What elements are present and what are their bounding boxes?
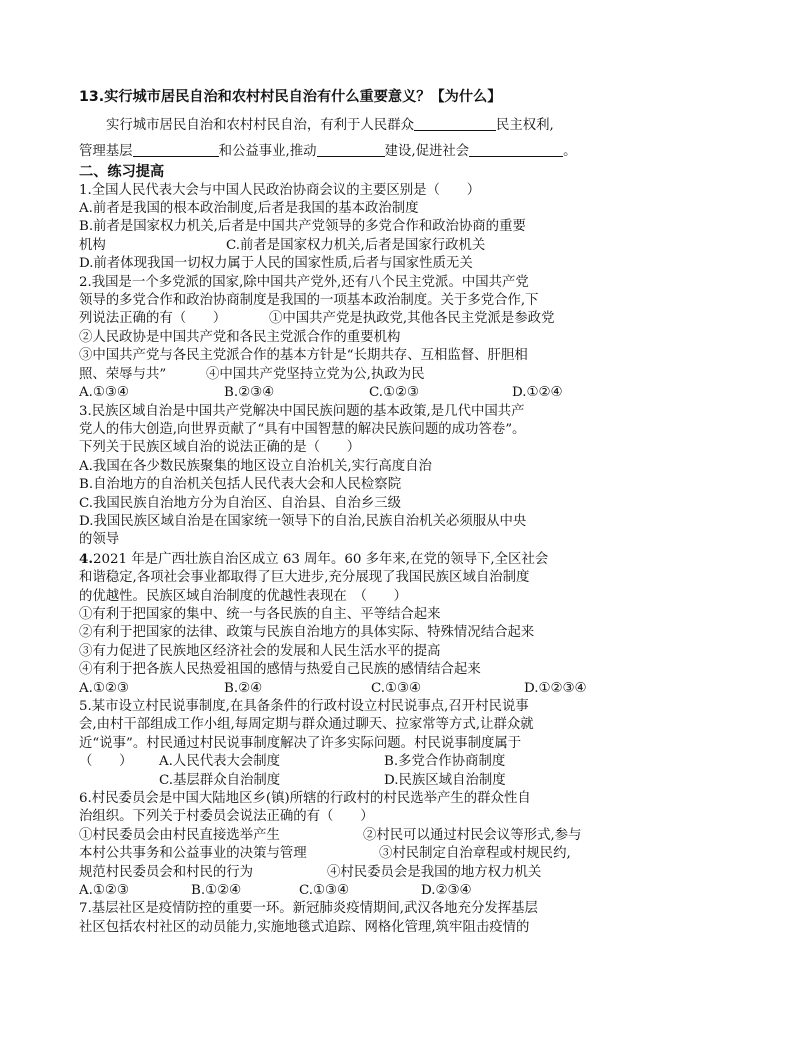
q2-options (79, 384, 719, 402)
answer-blank[interactable] (414, 116, 496, 131)
q4-stem-2: 和谐稳定,各项社会事业都取得了巨大进步,充分展现了我国民族区域自治制度 (79, 570, 530, 586)
q5-options-row-2 (79, 772, 719, 790)
q5-options-row-1: （ ） A.人民代表大会制度 B.多党合作协商制度 (79, 753, 719, 771)
answer-blank[interactable] (317, 142, 385, 157)
q2-statement-2: ②人民政协是中国共产党和各民主党派合作的重要机构 (79, 329, 401, 345)
q2-option-b[interactable]: B.②③④ (224, 385, 275, 401)
q5-option-a[interactable]: A.人民代表大会制度 (159, 754, 281, 770)
q2-statement-3: ③中国共产党与各民主党派合作的基本方针是“长期共存、互相监督、肝胆相 (79, 348, 528, 364)
q6-option-d[interactable]: D.②③④ (421, 883, 472, 899)
q7-stem-2: 社区包括农村社区的动员能力,实施地毯式追踪、网格化管理,筑牢阻击疫情的 (79, 919, 530, 935)
q2-stem-1: 2.我国是一个多党派的国家,除中国共产党外,还有八个民主党派。中国共产党 (79, 274, 529, 290)
q1-option-a: A.前者是我国的根本政治制度,后者是我国的基本政治制度 (79, 201, 419, 217)
q2-stem-3: 列说法正确的有（ ） ①中国共产党是执政党,其他各民主党派是参政党 (79, 310, 719, 328)
q2-stem-2: 领导的多党合作和政治协商制度是我国的一项基本政治制度。关于多党合作,下 (79, 293, 539, 309)
q3-stem-2: 党人的伟大创造,向世界贡献了“具有中国智慧的解决民族问题的成功答卷”。 (79, 421, 526, 437)
q3-option-a: A.我国在各少数民族聚集的地区设立自治机关,实行高度自治 (79, 458, 432, 474)
q1-stem: 1.全国人民代表大会与中国人民政治协商会议的主要区别是（ ） (79, 182, 481, 198)
q6-stem-2: 治组织。下列关于村委员会说法正确的有（ ） (79, 809, 374, 825)
q4-options (79, 680, 719, 698)
q6-option-c[interactable]: C.①③④ (299, 883, 350, 899)
q2-statement-3-cont: 照、荣辱与共” ④中国共产党坚持立党为公,执政为民 (79, 366, 719, 384)
q6-option-b[interactable]: B.①②④ (191, 883, 242, 899)
answer-blank[interactable] (469, 142, 563, 157)
q4-statement-4: ④有利于把各族人民热爱祖国的感情与热爱自己民族的感情结合起来 (79, 662, 481, 678)
q6-statements-2: 本村公共事务和公益事业的决策与管理 ③村民制定自治章程或村规民约, (79, 846, 571, 862)
q1-option-b: B.前者是国家权力机关,后者是中国共产党领导的多党合作和政治协商的重要 (79, 219, 526, 235)
q4-option-d[interactable]: D.①②③④ (524, 680, 587, 696)
q6-stem-1: 6.村民委员会是中国大陆地区乡(镇)所辖的行政村的村民选举产生的群众性自 (79, 791, 531, 807)
q2-statement-4: ④中国共产党坚持立党为公,执政为民 (206, 366, 425, 382)
q6-option-a[interactable]: A.①②③ (79, 883, 129, 899)
section-heading: 二、练习提高 (79, 164, 165, 181)
q2-option-a[interactable]: A.①③④ (79, 385, 129, 401)
q4-statement-2: ②有利于把国家的法律、政策与民族自治地方的具体实际、特殊情况结合起来 (79, 625, 535, 641)
q13-line-1: 实行城市居民自治和农村村民自治，有利于人民群众 民主权利, (106, 118, 554, 134)
q7-stem-1: 7.基层社区是疫情防控的重要一环。新冠肺炎疫情期间,武汉各地充分发挥基层 (79, 901, 538, 917)
q4-option-a[interactable]: A.①②③ (79, 680, 129, 696)
q3-option-d: D.我国民族区域自治是在国家统一领导下的自治,民族自治机关必须服从中央 (79, 513, 527, 529)
q4-option-b[interactable]: B.②④ (224, 680, 263, 696)
q6-statements-1: ①村民委员会由村民直接选举产生 ②村民可以通过村民会议等形式,参与 (79, 827, 582, 843)
q3-stem-1: 3.民族区域自治是中国共产党解决中国民族问题的基本政策,是几代中国共产 (79, 403, 525, 419)
q5-stem-3: 近“说事”。村民通过村民说事制度解决了许多实际问题。村民说事制度属于 (79, 735, 522, 751)
q3-option-c: C.我国民族自治地方分为自治区、自治县、自治乡三级 (79, 495, 402, 511)
q4-stem-1: 4.2021 年是广西壮族自治区成立 63 周年。60 多年来,在党的领导下,全区社会 (79, 550, 549, 567)
answer-blank[interactable] (133, 142, 219, 157)
q3-option-d-cont: 的领导 (79, 532, 120, 548)
q3-stem-3: 下列关于民族区域自治的说法正确的是（ ） (79, 440, 361, 456)
q5-option-b[interactable]: B.多党合作协商制度 (384, 754, 506, 770)
q1-option-c: C.前者是国家权力机关,后者是国家行政机关 (226, 237, 486, 253)
q6-statements-3: 规范村民委员会和村民的行为 ④村民委员会是我国的地方权力机关 (79, 864, 542, 880)
q2-statement-1: ①中国共产党是执政党,其他各民主党派是参政党 (269, 311, 555, 327)
q4-stem-3: 的优越性。民族区域自治制度的优越性表现在 （ ） (79, 588, 408, 604)
q2-option-c[interactable]: C.①②③ (369, 385, 420, 401)
q1-option-d: D.前者体现我国一切权力属于人民的国家性质,后者与国家性质无关 (79, 256, 473, 272)
q5-option-d[interactable]: D.民族区域自治制度 (384, 772, 506, 788)
q13-title: 13.实行城市居民自治和农村村民自治有什么重要意义？【为什么】 (79, 89, 502, 105)
q6-options (79, 882, 719, 900)
q4-statement-3: ③有力促进了民族地区经济社会的发展和人民生活水平的提高 (79, 643, 441, 659)
q5-option-c[interactable]: C.基层群众自治制度 (159, 772, 281, 788)
q5-stem-1: 5.某市设立村民说事制度,在具备条件的行政村设立村民说事点,召开村民说事 (79, 699, 529, 714)
q4-option-c[interactable]: C.①③④ (371, 680, 422, 696)
document-content (79, 88, 719, 937)
q5-stem-2: 会,由村干部组成工作小组,每周定期与群众通过聊天、拉家常等方式,让群众就 (79, 717, 534, 733)
q4-statement-1: ①有利于把国家的集中、统一与各民族的自主、平等结合起来 (79, 606, 441, 622)
q3-option-b: B.自治地方的自治机关包括人民代表大会和人民检察院 (79, 477, 402, 493)
q1-option-b-cont: 机构 C.前者是国家权力机关,后者是国家行政机关 (79, 237, 719, 255)
q2-option-d[interactable]: D.①②④ (512, 385, 563, 401)
q13-line-2: 管理基层 和公益事业,推动 建设,促进社会 。 (79, 143, 577, 159)
